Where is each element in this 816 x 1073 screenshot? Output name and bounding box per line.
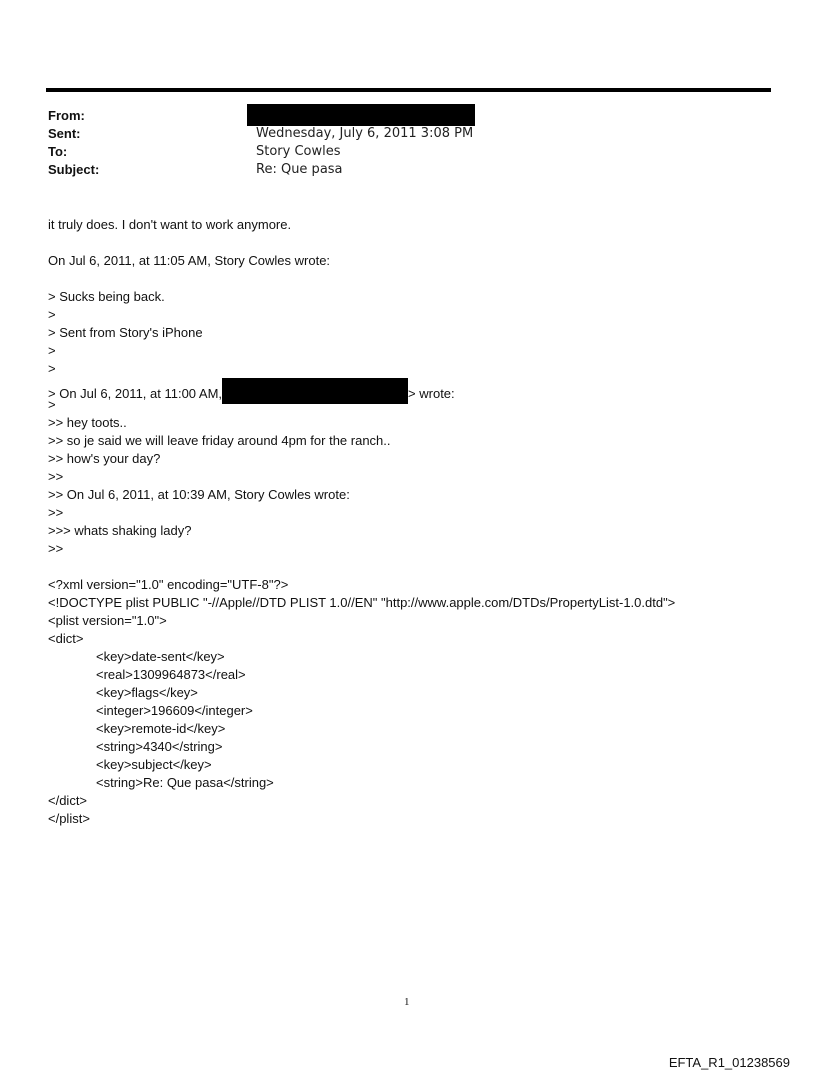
- blank-line: [48, 234, 788, 252]
- email-body: [48, 216, 788, 828]
- quoted-line: >: [48, 361, 56, 376]
- quoted-line: >> so je said we will leave friday around 4pm for the ranch..: [48, 433, 391, 448]
- plist-line: </dict>: [48, 793, 88, 808]
- document-id: EFTA_R1_01238569: [668, 1055, 790, 1070]
- from-label: From:: [48, 108, 85, 123]
- quoted-line: >> hey toots..: [48, 415, 127, 430]
- plist-line: <string>4340</string>: [96, 739, 223, 754]
- plist-line: <string>Re: Que pasa</string>: [96, 775, 274, 790]
- blank-line: [48, 270, 788, 288]
- quoted-attribution-prefix: > On Jul 6, 2011, at 11:00 AM,: [48, 386, 223, 401]
- plist-line: <key>subject</key>: [96, 757, 212, 772]
- quoted-line: > Sucks being back.: [48, 289, 165, 304]
- reply-text: it truly does. I don't want to work anymore.: [48, 217, 292, 232]
- plist-line: <real>1309964873</real>: [96, 667, 246, 682]
- to-value: Story Cowles: [256, 144, 341, 159]
- plist-line: <?xml version="1.0" encoding="UTF-8"?>: [48, 577, 289, 592]
- to-label: To:: [48, 144, 68, 159]
- plist-line: </plist>: [48, 811, 90, 826]
- plist-line: <key>date-sent</key>: [96, 649, 225, 664]
- attribution-line: On Jul 6, 2011, at 11:05 AM, Story Cowles wrote:: [48, 253, 331, 268]
- quoted-line: > Sent from Story's iPhone: [48, 325, 203, 340]
- plist-line: <plist version="1.0">: [48, 613, 167, 628]
- quoted-line: >: [48, 397, 56, 412]
- quoted-line: >: [48, 307, 56, 322]
- plist-line: <dict>: [48, 631, 84, 646]
- plist-line: <integer>196609</integer>: [96, 703, 253, 718]
- plist-line: <key>remote-id</key>: [96, 721, 226, 736]
- quoted-line: >: [48, 343, 56, 358]
- quoted-attribution-suffix: > wrote:: [408, 386, 455, 401]
- sent-label: Sent:: [48, 126, 81, 141]
- plist-line: <key>flags</key>: [96, 685, 198, 700]
- quoted-line: >> how's your day?: [48, 451, 161, 466]
- sent-value: Wednesday, July 6, 2011 3:08 PM: [256, 126, 474, 141]
- quoted-line: >>: [48, 505, 64, 520]
- blank-line: [48, 558, 788, 576]
- plist-line: <!DOCTYPE plist PUBLIC "-//Apple//DTD PLIST 1.0//EN" "http://www.apple.com/DTDs/PropertyList-1.0.dtd">: [48, 595, 676, 610]
- header-rule: [46, 88, 771, 92]
- quoted-attribution-line: [48, 378, 788, 401]
- subject-value: Re: Que pasa: [256, 162, 343, 177]
- page-number: 1: [404, 996, 410, 1008]
- quoted-line: >>> whats shaking lady?: [48, 523, 192, 538]
- subject-label: Subject:: [48, 162, 100, 177]
- quoted-line: >>: [48, 469, 64, 484]
- quoted-line: >> On Jul 6, 2011, at 10:39 AM, Story Cowles wrote:: [48, 487, 350, 502]
- sender-redaction: [222, 378, 408, 404]
- from-redaction: [247, 104, 475, 126]
- quoted-line: >>: [48, 541, 64, 556]
